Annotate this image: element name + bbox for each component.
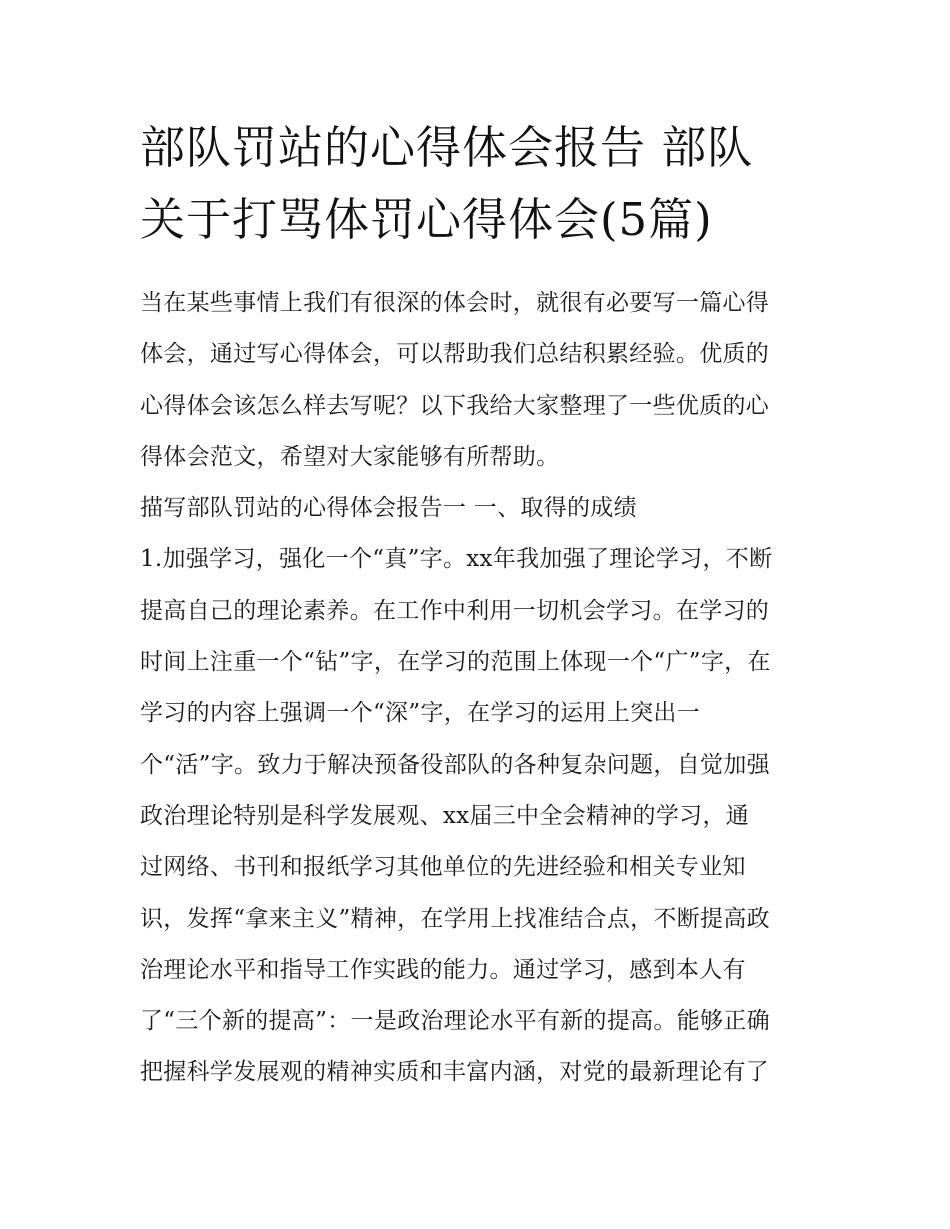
document-body: [140, 278, 830, 1099]
title-line: 部队罚站的心得体会报告 部队: [140, 121, 754, 174]
body-line: 1.加强学习，强化一个“真”字。xx年我加强了理论学习，不断: [140, 546, 773, 573]
section-heading: 描写部队罚站的心得体会报告一 一、取得的成绩: [140, 495, 637, 522]
body-line: 体会，通过写心得体会，可以帮助我们总结积累经验。优质的: [140, 341, 770, 368]
body-line: 政治理论特别是科学发展观、xx届三中全会精神的学习，通: [140, 802, 750, 829]
body-line: 当在某些事情上我们有很深的体会时，就很有必要写一篇心得: [140, 290, 770, 316]
body-line: 了“三个新的提高”：一是政治理论水平有新的提高。能够正确: [140, 1008, 770, 1035]
body-line: 治理论水平和指导工作实践的能力。通过学习，感到本人有: [140, 956, 746, 983]
body-line: 心得体会该怎么样去写呢？以下我给大家整理了一些优质的心: [140, 392, 770, 419]
body-line: 提高自己的理论素养。在工作中利用一切机会学习。在学习的: [140, 597, 770, 624]
body-line: 时间上注重一个“钻”字，在学习的范围上体现一个“广”字，在: [140, 649, 771, 676]
body-line: 学习的内容上强调一个“深”字，在学习的运用上突出一: [140, 700, 701, 727]
title-line: 关于打骂体罚心得体会(5篇): [140, 193, 713, 246]
document-title: [140, 112, 830, 256]
body-line: 识，发挥“拿来主义”精神，在学用上找准结合点，不断提高政: [140, 905, 770, 932]
body-line: 过网络、书刊和报纸学习其他单位的先进经验和相关专业知: [140, 854, 746, 881]
body-line: 个“活”字。致力于解决预备役部队的各种复杂问题，自觉加强: [140, 751, 770, 778]
body-line: 把握科学发展观的精神实质和丰富内涵，对党的最新理论有了: [140, 1059, 770, 1086]
body-line: 得体会范文，希望对大家能够有所帮助。: [140, 443, 560, 470]
